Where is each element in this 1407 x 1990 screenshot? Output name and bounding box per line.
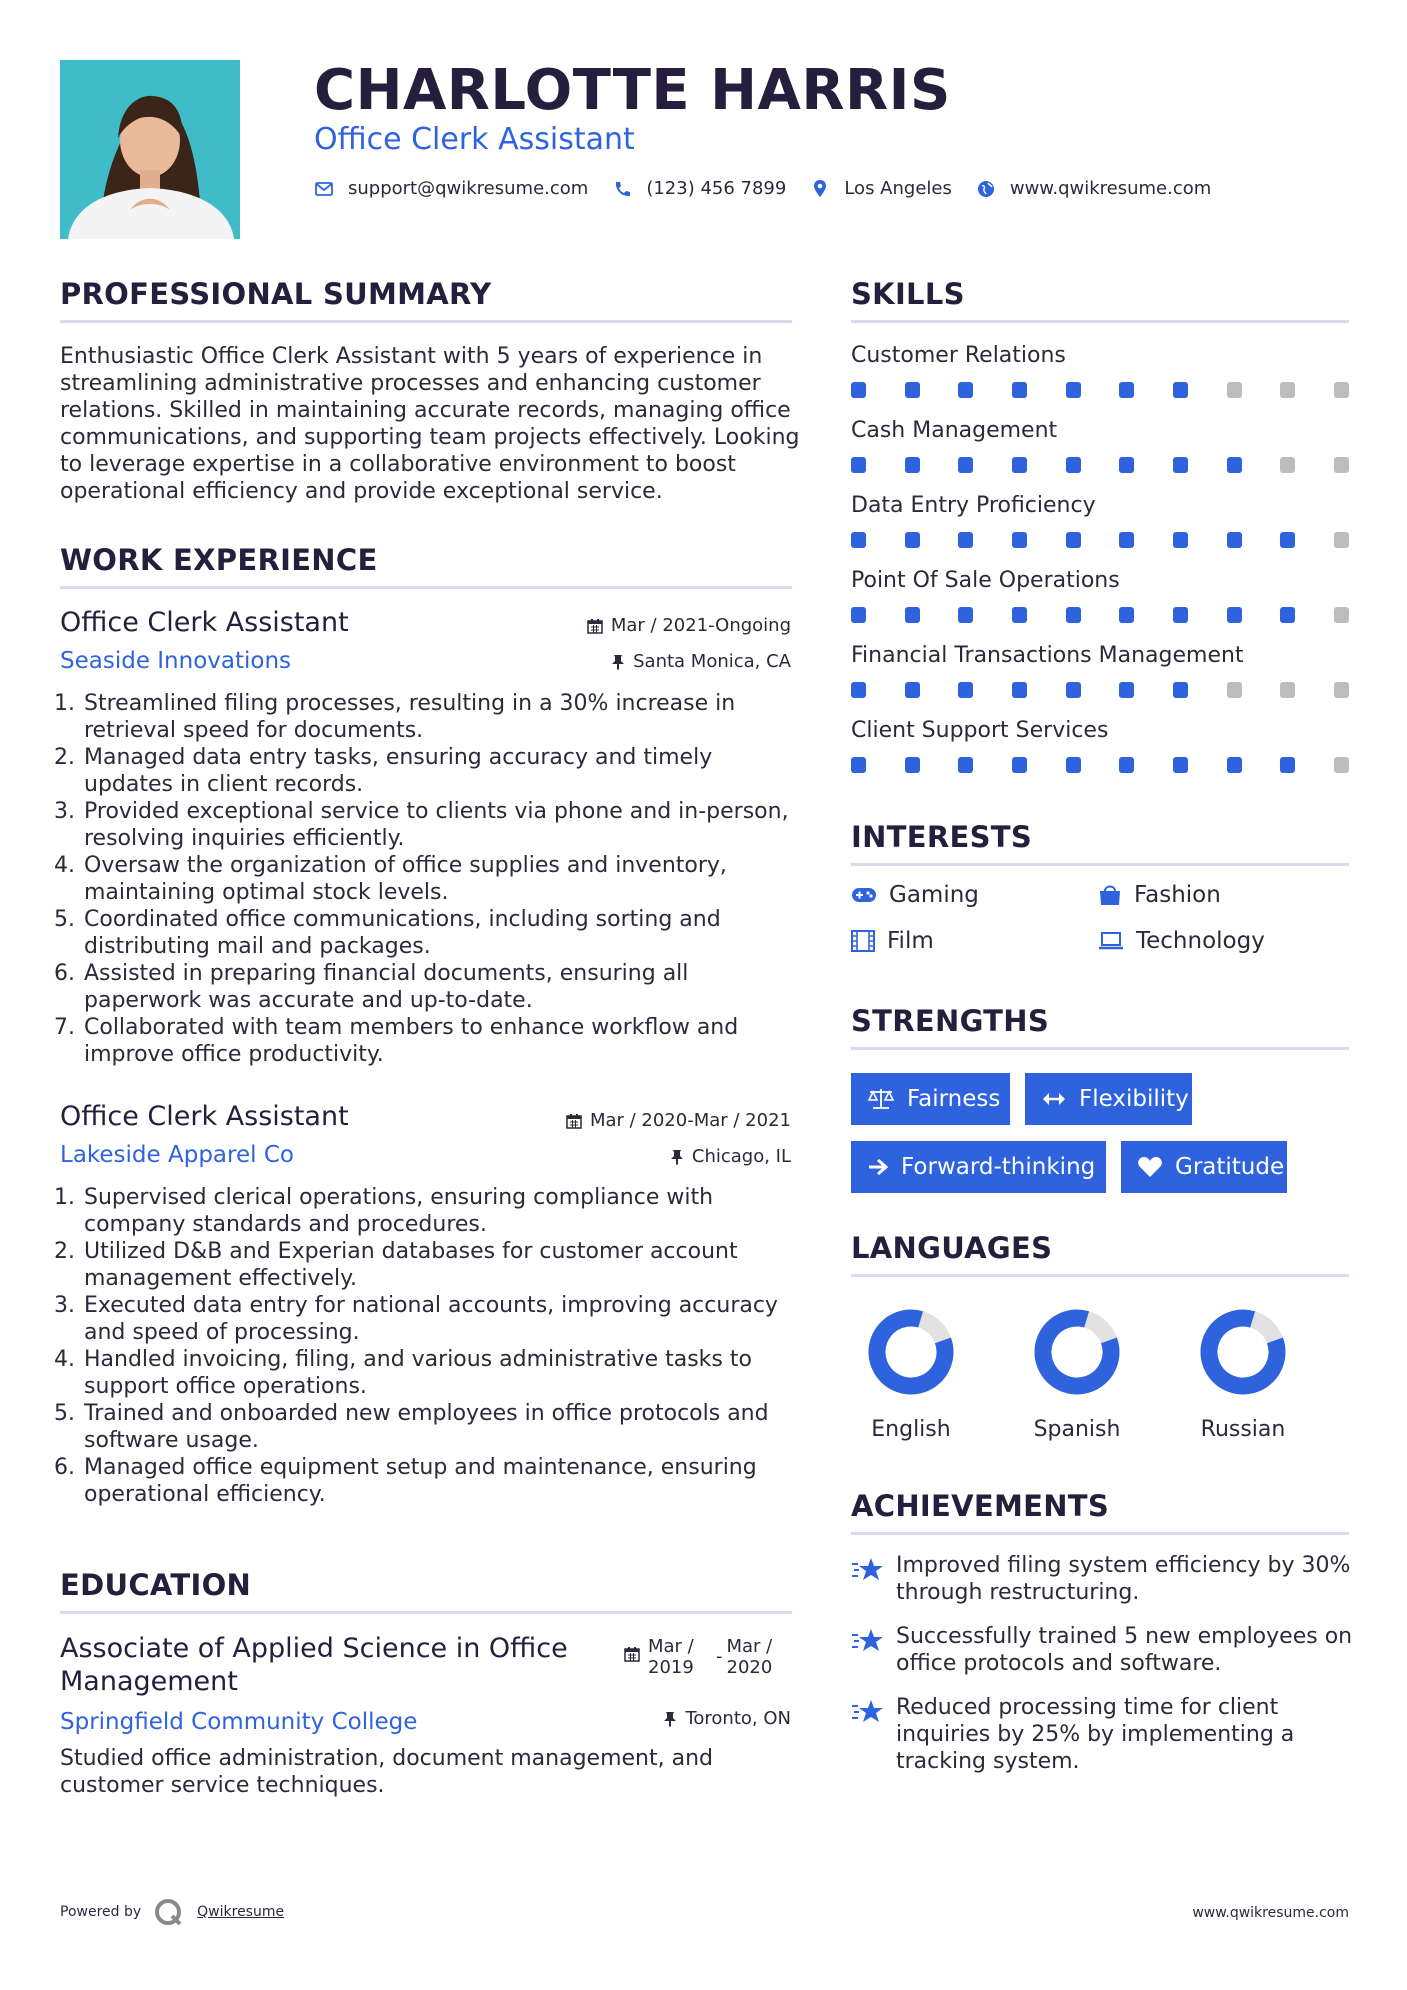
skill-dot-filled: [1280, 757, 1295, 773]
calendar-icon: [587, 618, 603, 634]
skill-dot-empty: [1280, 457, 1295, 473]
strength-badge-fairness: Fairness: [851, 1073, 1010, 1125]
job-title: Office Clerk Assistant: [60, 607, 349, 638]
experience-divider: [60, 586, 792, 589]
skills-heading: SKILLS: [851, 277, 965, 311]
list-item: 4. Handled invoicing, filing, and various administrative tasks to support office operations.: [54, 1347, 752, 1399]
job-dates: [566, 1110, 791, 1131]
skill-rating: [851, 607, 1349, 623]
pin-icon: [663, 1711, 677, 1727]
skill-dot-empty: [1280, 382, 1295, 398]
profile-photo: [60, 60, 240, 239]
contact-bar: [314, 178, 1235, 199]
strengths-heading: STRENGTHS: [851, 1004, 1050, 1038]
summary-divider: [60, 320, 792, 323]
interest-film: Film: [851, 928, 934, 954]
language-name: Spanish: [1033, 1417, 1121, 1442]
skill-dot-filled: [851, 457, 866, 473]
strength-badge-gratitude: Gratitude: [1121, 1141, 1287, 1193]
skill-dot-filled: [905, 682, 920, 698]
star-badge-icon: [851, 1627, 885, 1655]
skill-dot-filled: [905, 382, 920, 398]
skill-name: Customer Relations: [851, 343, 1066, 368]
globe-icon: [976, 179, 996, 199]
phone-icon: [612, 179, 632, 199]
website-link[interactable]: www.qwikresume.com: [1009, 178, 1212, 199]
envelope-icon: [314, 179, 334, 199]
skill-dot-filled: [1012, 382, 1027, 398]
list-item: 3. Executed data entry for national accounts, improving accuracy and speed of processing.: [54, 1293, 778, 1345]
skill-dot-filled: [1066, 382, 1081, 398]
skill-dot-filled: [1227, 532, 1242, 548]
skill-dot-filled: [1280, 607, 1295, 623]
skill-dot-empty: [1334, 457, 1349, 473]
languages-divider: [851, 1274, 1349, 1277]
skill-dot-filled: [1173, 682, 1188, 698]
qwikresume-logo-icon: [153, 1897, 187, 1927]
heart-icon: [1137, 1156, 1163, 1178]
skill-dot-filled: [905, 457, 920, 473]
skill-rating: [851, 682, 1349, 698]
footer-website[interactable]: www.qwikresume.com: [1192, 1905, 1349, 1921]
skill-dot-filled: [1227, 457, 1242, 473]
skill-dot-filled: [1066, 457, 1081, 473]
arrow-right-icon: [867, 1157, 889, 1177]
interest-technology: Technology: [1098, 928, 1265, 954]
skill-rating: [851, 757, 1349, 773]
balance-scale-icon: [867, 1087, 895, 1111]
date-separator: -: [716, 1646, 723, 1667]
skill-dot-empty: [1227, 682, 1242, 698]
skill-name: Financial Transactions Management: [851, 643, 1244, 668]
skill-dot-empty: [1227, 382, 1242, 398]
brand-link[interactable]: Qwikresume: [197, 1904, 285, 1920]
job-title: Office Clerk Assistant: [60, 1101, 349, 1132]
school-name[interactable]: Springfield Community College: [60, 1709, 418, 1735]
skill-dot-filled: [1227, 757, 1242, 773]
skill-dot-filled: [1066, 607, 1081, 623]
skill-dot-filled: [1066, 682, 1081, 698]
skill-dot-filled: [1012, 682, 1027, 698]
footer-powered-by: [60, 1897, 284, 1927]
skill-rating: [851, 532, 1349, 548]
interest-fashion: Fashion: [1098, 882, 1221, 908]
skill-dot-filled: [1012, 757, 1027, 773]
star-badge-icon: [851, 1698, 885, 1726]
skill-dot-empty: [1280, 682, 1295, 698]
skill-name: Cash Management: [851, 418, 1058, 443]
skill-dot-filled: [958, 382, 973, 398]
skill-dot-filled: [1173, 532, 1188, 548]
skill-dot-filled: [1119, 457, 1134, 473]
interests-divider: [851, 863, 1349, 866]
list-item: 6. Managed office equipment setup and maintenance, ensuring operational efficiency.: [54, 1455, 757, 1507]
job-location-text: Santa Monica, CA: [633, 651, 791, 672]
shopping-bag-icon: [1098, 884, 1122, 906]
education-divider: [60, 1611, 792, 1614]
education-location: [663, 1708, 791, 1729]
experience-heading: WORK EXPERIENCE: [60, 543, 378, 577]
education-heading: EDUCATION: [60, 1568, 252, 1602]
language-donut-chart: [851, 1300, 1349, 1410]
star-badge-icon: [851, 1556, 885, 1584]
interests-heading: INTERESTS: [851, 820, 1033, 854]
achievements-divider: [851, 1532, 1349, 1535]
achievements-heading: ACHIEVEMENTS: [851, 1489, 1110, 1523]
skill-name: Client Support Services: [851, 718, 1109, 743]
job-dates-text: Mar / 2020-Mar / 2021: [589, 1110, 791, 1131]
skill-name: Data Entry Proficiency: [851, 493, 1096, 518]
skill-dot-filled: [958, 457, 973, 473]
job-responsibilities: [54, 690, 800, 1068]
calendar-icon: [624, 1646, 640, 1662]
job-dates-text: Mar / 2021-Ongoing: [610, 615, 791, 636]
skill-dot-filled: [905, 532, 920, 548]
list-item: 4. Oversaw the organization of office supplies and inventory, maintaining optimal stock levels.: [54, 853, 727, 905]
skill-dot-empty: [1334, 382, 1349, 398]
list-item: 3. Provided exceptional service to clients via phone and in-person, resolving inquiries efficiently.: [54, 799, 789, 851]
candidate-role: Office Clerk Assistant: [314, 122, 635, 157]
language-name: Russian: [1200, 1417, 1286, 1442]
language-donut-fill: [1033, 1308, 1120, 1395]
skill-dot-filled: [1119, 757, 1134, 773]
skill-dot-empty: [1334, 607, 1349, 623]
pin-icon: [611, 654, 625, 670]
languages-heading: LANGUAGES: [851, 1231, 1053, 1265]
film-icon: [851, 930, 875, 952]
skill-dot-empty: [1334, 682, 1349, 698]
strength-badge-forward-thinking: Forward-thinking: [851, 1141, 1106, 1193]
language-donut-fill: [867, 1308, 954, 1395]
job-responsibilities: [54, 1184, 800, 1508]
location-text: Los Angeles: [844, 178, 952, 199]
skill-dot-filled: [905, 607, 920, 623]
candidate-name: CHARLOTTE HARRIS: [314, 58, 951, 123]
phone-number[interactable]: (123) 456 7899: [646, 178, 787, 199]
skill-dot-filled: [1012, 532, 1027, 548]
language-name: English: [871, 1417, 951, 1442]
powered-by-label: Powered by: [60, 1904, 142, 1920]
skill-dot-filled: [1173, 382, 1188, 398]
language-donut-fill: [1199, 1308, 1286, 1395]
degree-title: Associate of Applied Science in Office Management: [60, 1633, 568, 1697]
list-item: 7. Collaborated with team members to enhance workflow and improve office productivity.: [54, 1015, 739, 1067]
email-link[interactable]: support@qwikresume.com: [348, 178, 589, 199]
skill-dot-filled: [958, 682, 973, 698]
pin-icon: [670, 1149, 684, 1165]
skill-dot-filled: [1119, 607, 1134, 623]
education-description: Studied office administration, document management, and customer service techniques.: [60, 1746, 713, 1798]
skill-dot-filled: [1066, 532, 1081, 548]
company-name[interactable]: Seaside Innovations: [60, 648, 292, 674]
summary-text: Enthusiastic Office Clerk Assistant with 5 years of experience in streamlining administrative processes and enhancing customer relations. Skilled in maintaining accurate records, managing office communications, and supporting team projects effectively. Looking to leverage expertise in a collaborative environment to boost operational efficiency and provide exceptional service.: [60, 344, 800, 504]
skill-dot-filled: [851, 382, 866, 398]
skill-name: Point Of Sale Operations: [851, 568, 1120, 593]
skill-dot-empty: [1334, 532, 1349, 548]
skill-dot-filled: [1227, 607, 1242, 623]
skill-dot-filled: [1119, 532, 1134, 548]
education-end-date: Mar / 2020: [726, 1636, 773, 1678]
interest-gaming: Gaming: [851, 882, 979, 908]
skill-dot-filled: [1119, 682, 1134, 698]
skill-dot-filled: [1066, 757, 1081, 773]
arrows-horizontal-icon: [1041, 1091, 1067, 1107]
list-item: 5. Trained and onboarded new employees in office protocols and software usage.: [54, 1401, 769, 1453]
skill-dot-filled: [851, 607, 866, 623]
list-item: 5. Coordinated office communications, including sorting and distributing mail and packages.: [54, 907, 721, 959]
job-location: [670, 1146, 791, 1167]
strengths-divider: [851, 1047, 1349, 1050]
laptop-icon: [1098, 931, 1124, 951]
education-dates: [624, 1636, 789, 1678]
list-item: 1. Supervised clerical operations, ensuring compliance with company standards and procedures.: [54, 1185, 714, 1237]
job-location: [611, 651, 791, 672]
education-start-date: Mar / 2019: [648, 1636, 694, 1678]
list-item: 2. Managed data entry tasks, ensuring accuracy and timely updates in client records.: [54, 745, 713, 797]
skill-dot-filled: [958, 757, 973, 773]
skill-dot-filled: [958, 532, 973, 548]
list-item: 1. Streamlined filing processes, resulting in a 30% increase in retrieval speed for documents.: [54, 691, 736, 743]
calendar-icon: [566, 1113, 582, 1129]
skill-dot-filled: [1280, 532, 1295, 548]
skill-dot-empty: [1334, 757, 1349, 773]
skill-dot-filled: [1012, 607, 1027, 623]
skill-dot-filled: [851, 682, 866, 698]
education-location-text: Toronto, ON: [685, 1708, 791, 1729]
skill-rating: [851, 457, 1349, 473]
skill-dot-filled: [851, 532, 866, 548]
skill-rating: [851, 382, 1349, 398]
skill-dot-filled: [958, 607, 973, 623]
skill-dot-filled: [1012, 457, 1027, 473]
skill-dot-filled: [1173, 757, 1188, 773]
skill-dot-filled: [851, 757, 866, 773]
map-marker-icon: [810, 179, 830, 199]
job-location-text: Chicago, IL: [691, 1146, 791, 1167]
list-item: 6. Assisted in preparing financial documents, ensuring all paperwork was accurate and up-to-date.: [54, 961, 689, 1013]
skill-dot-filled: [1173, 607, 1188, 623]
gamepad-icon: [851, 886, 877, 904]
list-item: 2. Utilized D&B and Experian databases for customer account management effectively.: [54, 1239, 738, 1291]
company-name[interactable]: Lakeside Apparel Co: [60, 1142, 294, 1168]
job-dates: [587, 615, 791, 636]
skill-dot-filled: [1119, 382, 1134, 398]
skill-dot-filled: [905, 757, 920, 773]
strength-badge-flexibility: Flexibility: [1025, 1073, 1192, 1125]
skills-divider: [851, 320, 1349, 323]
skill-dot-filled: [1173, 457, 1188, 473]
summary-heading: PROFESSIONAL SUMMARY: [60, 277, 492, 311]
